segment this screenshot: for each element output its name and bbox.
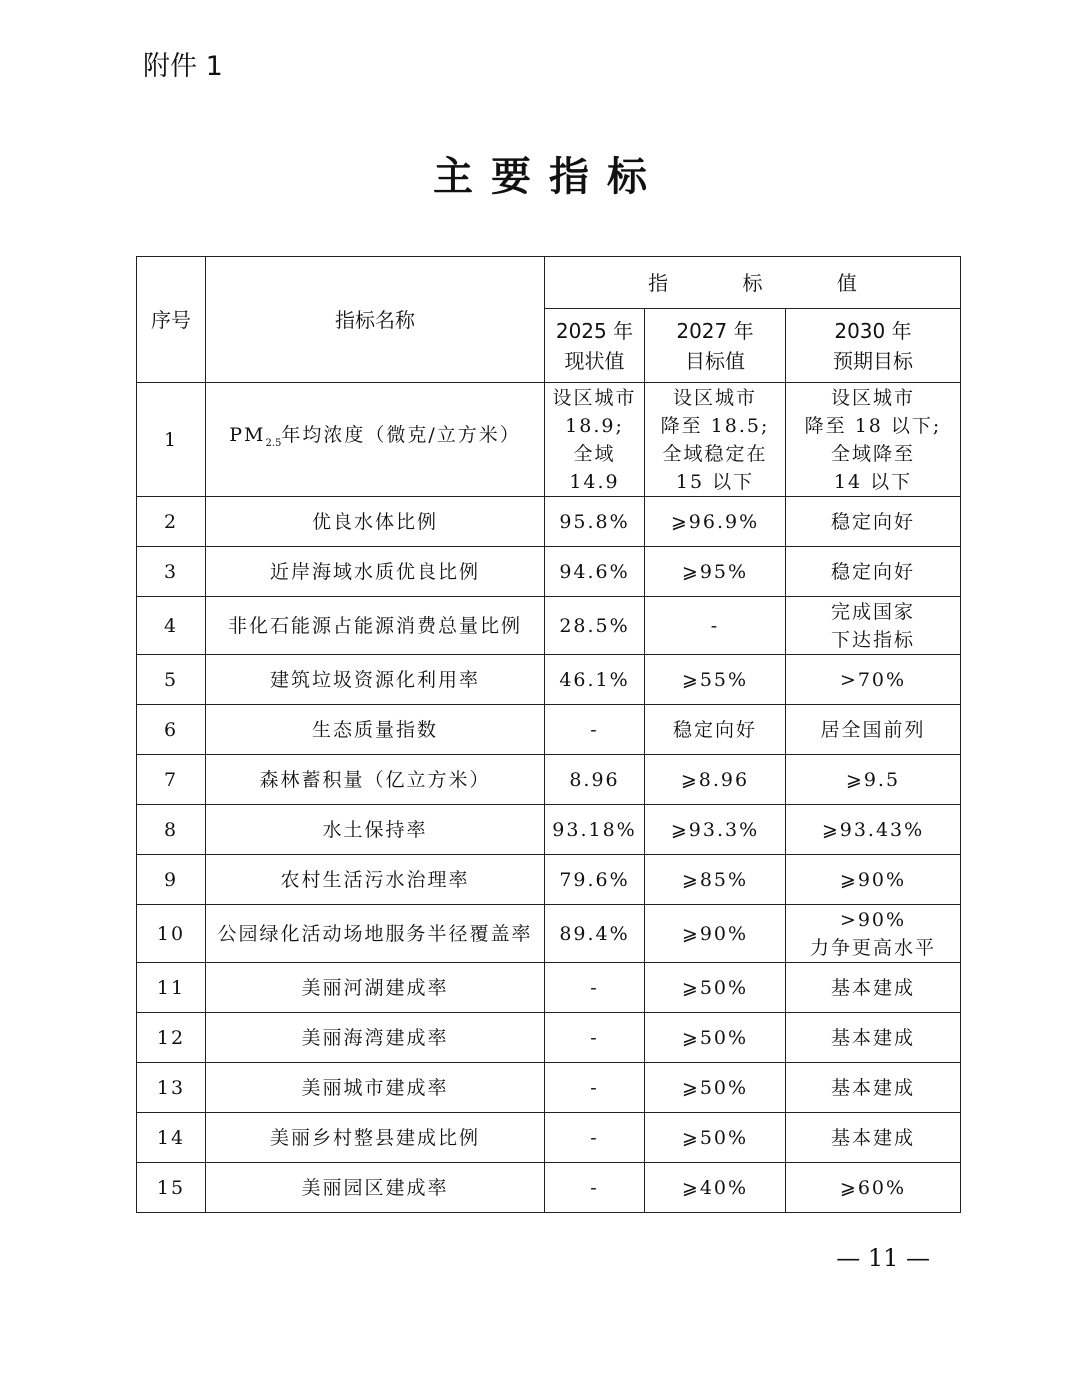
value-2027: ⩾55%: [645, 655, 786, 705]
header-name: 指标名称: [206, 257, 545, 383]
header-2030: 2030 年 预期目标: [786, 309, 961, 383]
row-index: 13: [137, 1063, 206, 1113]
value-2027: ⩾95%: [645, 547, 786, 597]
row-index: 4: [137, 597, 206, 655]
table-row: [137, 655, 961, 705]
row-indicator-name: 优良水体比例: [206, 497, 545, 547]
row-index: 8: [137, 805, 206, 855]
value-2025: 46.1%: [545, 655, 645, 705]
value-2025: 94.6%: [545, 547, 645, 597]
value-2025: 95.8%: [545, 497, 645, 547]
value-2030: 稳定向好: [786, 497, 961, 547]
indicators-table: [136, 256, 961, 1213]
row-indicator-name: 美丽海湾建成率: [206, 1013, 545, 1063]
value-2025: 89.4%: [545, 905, 645, 963]
value-2025: 8.96: [545, 755, 645, 805]
table-row: [137, 497, 961, 547]
value-2030: ⩾9.5: [786, 755, 961, 805]
value-2027: ⩾50%: [645, 1113, 786, 1163]
row-index: 6: [137, 705, 206, 755]
table-row: [137, 855, 961, 905]
value-2025: -: [545, 1163, 645, 1213]
table-row: [137, 805, 961, 855]
row-indicator-name: 美丽乡村整县建成比例: [206, 1113, 545, 1163]
row-indicator-name: 美丽河湖建成率: [206, 963, 545, 1013]
table-row: [137, 755, 961, 805]
table-row: [137, 597, 961, 655]
value-2025: -: [545, 963, 645, 1013]
value-2030: ⩾93.43%: [786, 805, 961, 855]
value-2027: ⩾93.3%: [645, 805, 786, 855]
value-2027: ⩾8.96: [645, 755, 786, 805]
pm-label-suffix: 年均浓度（微克/立方米）: [281, 424, 521, 447]
row-index: 7: [137, 755, 206, 805]
row-index: 10: [137, 905, 206, 963]
table-row: [137, 1063, 961, 1113]
value-2030: 基本建成: [786, 1013, 961, 1063]
value-2030: 稳定向好: [786, 547, 961, 597]
row-indicator-name: [206, 383, 545, 497]
value-2025: 设区城市 18.9; 全域 14.9: [545, 383, 645, 497]
row-indicator-name: 生态质量指数: [206, 705, 545, 755]
table-row: [137, 1113, 961, 1163]
table-row: [137, 1163, 961, 1213]
value-2027: 稳定向好: [645, 705, 786, 755]
attachment-label: 附件 1: [143, 51, 223, 82]
page-title: 主要指标: [433, 153, 665, 200]
value-2025: 28.5%: [545, 597, 645, 655]
row-indicator-name: 美丽园区建成率: [206, 1163, 545, 1213]
table-row: [137, 547, 961, 597]
table-row: [137, 963, 961, 1013]
value-2027: 设区城市 降至 18.5; 全域稳定在 15 以下: [645, 383, 786, 497]
value-2027: ⩾96.9%: [645, 497, 786, 547]
value-2030: 基本建成: [786, 1113, 961, 1163]
value-2027: ⩾40%: [645, 1163, 786, 1213]
row-index: 5: [137, 655, 206, 705]
page-number: — 11 —: [836, 1244, 930, 1272]
value-2027: ⩾90%: [645, 905, 786, 963]
header-2027: 2027 年 目标值: [645, 309, 786, 383]
row-indicator-name: 公园绿化活动场地服务半径覆盖率: [206, 905, 545, 963]
value-2030: 完成国家 下达指标: [786, 597, 961, 655]
value-2030: ⩾60%: [786, 1163, 961, 1213]
row-indicator-name: 森林蓄积量（亿立方米）: [206, 755, 545, 805]
header-index: 序号: [137, 257, 206, 383]
row-indicator-name: 农村生活污水治理率: [206, 855, 545, 905]
row-index: 2: [137, 497, 206, 547]
row-indicator-name: 美丽城市建成率: [206, 1063, 545, 1113]
value-2027: ⩾50%: [645, 1013, 786, 1063]
value-2030: 基本建成: [786, 1063, 961, 1113]
value-2027: ⩾85%: [645, 855, 786, 905]
row-index: 1: [137, 383, 206, 497]
value-2025: 79.6%: [545, 855, 645, 905]
value-2030: 设区城市 降至 18 以下; 全域降至 14 以下: [786, 383, 961, 497]
header-indicator-values: 指 标 值: [545, 257, 961, 309]
value-2030: 居全国前列: [786, 705, 961, 755]
pm-label: PM: [229, 424, 266, 447]
row-indicator-name: 建筑垃圾资源化利用率: [206, 655, 545, 705]
row-indicator-name: 水土保持率: [206, 805, 545, 855]
row-index: 3: [137, 547, 206, 597]
value-2027: -: [645, 597, 786, 655]
table-row: [137, 383, 961, 497]
row-index: 12: [137, 1013, 206, 1063]
value-2025: 93.18%: [545, 805, 645, 855]
value-2025: -: [545, 705, 645, 755]
row-indicator-name: 近岸海域水质优良比例: [206, 547, 545, 597]
value-2030: ⩾90%: [786, 855, 961, 905]
value-2027: ⩾50%: [645, 963, 786, 1013]
value-2030: >70%: [786, 655, 961, 705]
row-index: 15: [137, 1163, 206, 1213]
pm-subscript: 2.5: [265, 437, 282, 449]
row-index: 11: [137, 963, 206, 1013]
row-index: 9: [137, 855, 206, 905]
row-index: 14: [137, 1113, 206, 1163]
value-2030: 基本建成: [786, 963, 961, 1013]
header-2025: 2025 年 现状值: [545, 309, 645, 383]
value-2025: -: [545, 1113, 645, 1163]
value-2027: ⩾50%: [645, 1063, 786, 1113]
table-row: [137, 905, 961, 963]
value-2025: -: [545, 1063, 645, 1113]
row-indicator-name: 非化石能源占能源消费总量比例: [206, 597, 545, 655]
value-2030: >90% 力争更高水平: [786, 905, 961, 963]
table-row: [137, 705, 961, 755]
table-row: [137, 1013, 961, 1063]
value-2025: -: [545, 1013, 645, 1063]
